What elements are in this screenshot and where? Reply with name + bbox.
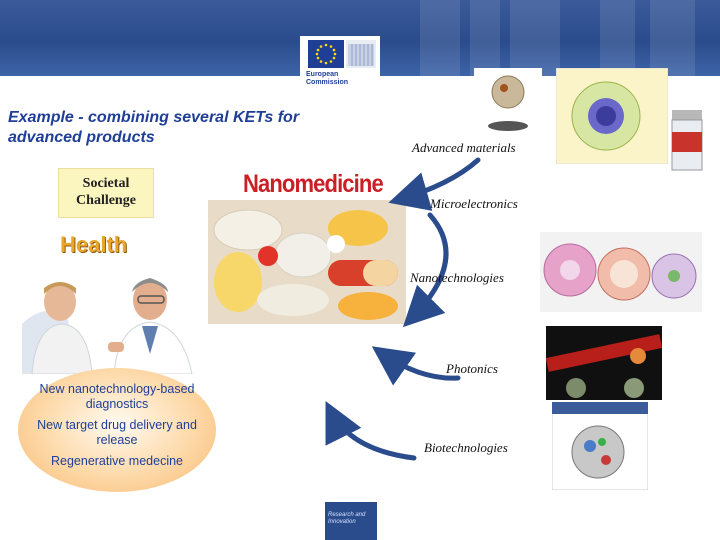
arrow-biotechnologies xyxy=(330,410,414,458)
societal-challenge-box: Societal Challenge xyxy=(58,168,154,218)
application-regenerative: Regenerative medecine xyxy=(50,454,184,468)
logo-text: European Commission xyxy=(306,71,349,86)
arrow-microelectronics xyxy=(410,215,446,320)
nanoparticle-image xyxy=(474,68,542,134)
arrow-advanced-materials xyxy=(398,160,478,200)
ket-advanced-materials: Advanced materials xyxy=(412,140,516,155)
application-diagnostics: New nanotechnology-based diagnostics xyxy=(39,382,195,411)
application-drug-delivery: New target drug delivery and release xyxy=(37,418,197,447)
vial-image xyxy=(670,110,704,172)
health-heading: Health xyxy=(60,232,128,257)
ket-microelectronics: Microelectronics xyxy=(430,196,518,211)
ket-photonics: Photonics xyxy=(446,361,498,376)
ket-nanotechnologies: Nanotechnologies xyxy=(410,270,504,285)
slide-title: Example - combining several KETs for advanced products xyxy=(8,109,300,146)
photonics-image xyxy=(546,326,662,400)
biotech-image xyxy=(552,402,648,490)
nanoparticle-diagram-image xyxy=(556,68,668,164)
nano-structures-image xyxy=(540,232,702,312)
nanomedicine-heading: Nanomedicine xyxy=(243,170,383,198)
ket-biotechnologies: Biotechnologies xyxy=(424,440,508,455)
footer-text: Research and Innovation xyxy=(328,512,366,525)
